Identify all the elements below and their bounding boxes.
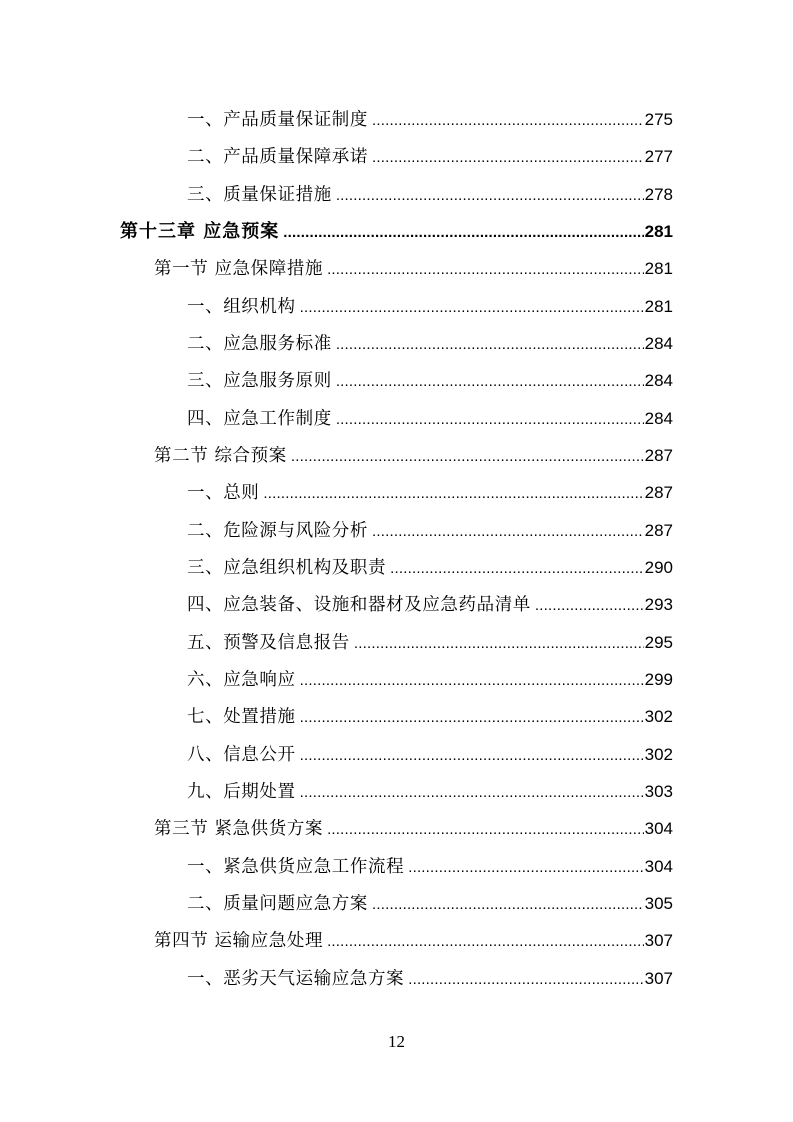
toc-entry-page: 307 xyxy=(644,931,673,950)
dot-leader xyxy=(336,182,644,210)
toc-entry[interactable] xyxy=(187,629,673,657)
toc-entry-page: 284 xyxy=(644,371,673,390)
toc-entry-page: 299 xyxy=(644,670,673,689)
toc-entry[interactable] xyxy=(187,367,673,395)
toc-entry-page: 304 xyxy=(644,819,673,838)
toc-entry-page: 303 xyxy=(644,782,673,801)
toc-entry[interactable] xyxy=(187,890,673,918)
toc-entry-page: 287 xyxy=(644,483,673,502)
toc-entry[interactable] xyxy=(187,591,673,619)
toc-entry-label: 二、产品质量保障承诺 xyxy=(187,147,368,167)
page-number: 12 xyxy=(388,1032,405,1051)
toc-entry-label: 第一节 应急保障措施 xyxy=(154,259,324,279)
toc-entry-page: 302 xyxy=(644,745,673,764)
toc-entry-page: 284 xyxy=(644,409,673,428)
toc-entry-page: 305 xyxy=(644,894,673,913)
toc-entry-page: 304 xyxy=(644,857,673,876)
toc-entry-label: 二、应急服务标准 xyxy=(187,334,332,354)
dot-leader xyxy=(336,368,644,396)
toc-entry-label: 第十三章 应急预案 xyxy=(120,221,280,242)
toc-entry-label: 一、产品质量保证制度 xyxy=(187,110,368,130)
dot-leader xyxy=(263,480,643,508)
dot-leader xyxy=(336,331,644,359)
dot-leader xyxy=(300,742,644,770)
toc-entry-label: 第四节 运输应急处理 xyxy=(154,931,324,951)
toc-entry-page: 287 xyxy=(644,521,673,540)
dot-leader xyxy=(354,630,644,658)
toc-entry-page: 290 xyxy=(644,558,673,577)
dot-leader xyxy=(327,256,644,284)
toc-entry-page: 281 xyxy=(644,259,673,278)
toc-entry[interactable] xyxy=(187,965,673,993)
toc-section-entry[interactable] xyxy=(154,255,673,283)
toc-entry[interactable] xyxy=(187,143,673,171)
toc-entry[interactable] xyxy=(187,106,673,134)
dot-leader xyxy=(300,667,644,695)
dot-leader xyxy=(327,816,644,844)
toc-entry[interactable] xyxy=(187,703,673,731)
toc-entry-page: 295 xyxy=(644,633,673,652)
dot-leader xyxy=(390,555,644,583)
toc-entry[interactable] xyxy=(187,405,673,433)
toc-entry[interactable] xyxy=(187,479,673,507)
dot-leader xyxy=(372,518,644,546)
toc-entry[interactable] xyxy=(187,293,673,321)
toc-entry-label: 六、应急响应 xyxy=(187,670,296,690)
toc-entry[interactable] xyxy=(187,330,673,358)
toc-entry-page: 277 xyxy=(644,147,673,166)
toc-entry[interactable] xyxy=(187,853,673,881)
toc-entry-label: 一、恶劣天气运输应急方案 xyxy=(187,969,405,989)
dot-leader xyxy=(535,592,644,620)
toc-entry-label: 二、质量问题应急方案 xyxy=(187,894,368,914)
toc-entry-label: 三、应急服务原则 xyxy=(187,371,332,391)
toc-entry[interactable] xyxy=(187,778,673,806)
dot-leader xyxy=(372,107,644,135)
toc-entry[interactable] xyxy=(187,554,673,582)
toc-entry-page: 281 xyxy=(644,297,673,316)
toc-entry-label: 第二节 综合预案 xyxy=(154,446,287,466)
toc-entry-page: 293 xyxy=(644,595,673,614)
dot-leader xyxy=(300,779,644,807)
toc-entry-label: 八、信息公开 xyxy=(187,745,296,765)
dot-leader xyxy=(372,144,644,172)
toc-entry[interactable] xyxy=(187,666,673,694)
toc-entry-label: 二、危险源与风险分析 xyxy=(187,521,368,541)
toc-entry-label: 第三节 紧急供货方案 xyxy=(154,819,324,839)
toc-entry-page: 302 xyxy=(644,707,673,726)
toc-section-entry[interactable] xyxy=(154,927,673,955)
toc-entry-label: 三、质量保证措施 xyxy=(187,185,332,205)
toc-entry-label: 七、处置措施 xyxy=(187,707,296,727)
dot-leader xyxy=(408,966,643,994)
dot-leader xyxy=(372,891,644,919)
toc-entry[interactable] xyxy=(187,517,673,545)
toc-entry-label: 五、预警及信息报告 xyxy=(187,633,350,653)
toc-entry-label: 九、后期处置 xyxy=(187,782,296,802)
toc-entry-page: 287 xyxy=(644,446,673,465)
toc-entry-label: 一、组织机构 xyxy=(187,297,296,317)
toc-entry-page: 278 xyxy=(644,185,673,204)
toc-entry-label: 一、总则 xyxy=(187,483,260,503)
dot-leader xyxy=(408,854,643,882)
dot-leader xyxy=(283,219,643,247)
toc-entry[interactable] xyxy=(187,741,673,769)
toc-entry[interactable] xyxy=(187,181,673,209)
toc-entry-page: 275 xyxy=(644,110,673,129)
dot-leader xyxy=(291,443,644,471)
toc-entry-page: 307 xyxy=(644,969,673,988)
toc-entry-page: 284 xyxy=(644,334,673,353)
toc-entry-label: 一、紧急供货应急工作流程 xyxy=(187,857,405,877)
toc-entry-label: 三、应急组织机构及职责 xyxy=(187,558,387,578)
dot-leader xyxy=(327,928,644,956)
toc-chapter-entry[interactable] xyxy=(120,218,673,246)
toc-section-entry[interactable] xyxy=(154,815,673,843)
toc-entry-page: 281 xyxy=(644,222,673,241)
dot-leader xyxy=(336,406,644,434)
dot-leader xyxy=(300,704,644,732)
dot-leader xyxy=(300,294,644,322)
toc-entry-label: 四、应急工作制度 xyxy=(187,409,332,429)
toc-entry-label: 四、应急装备、设施和器材及应急药品清单 xyxy=(187,595,531,615)
toc-section-entry[interactable] xyxy=(154,442,673,470)
